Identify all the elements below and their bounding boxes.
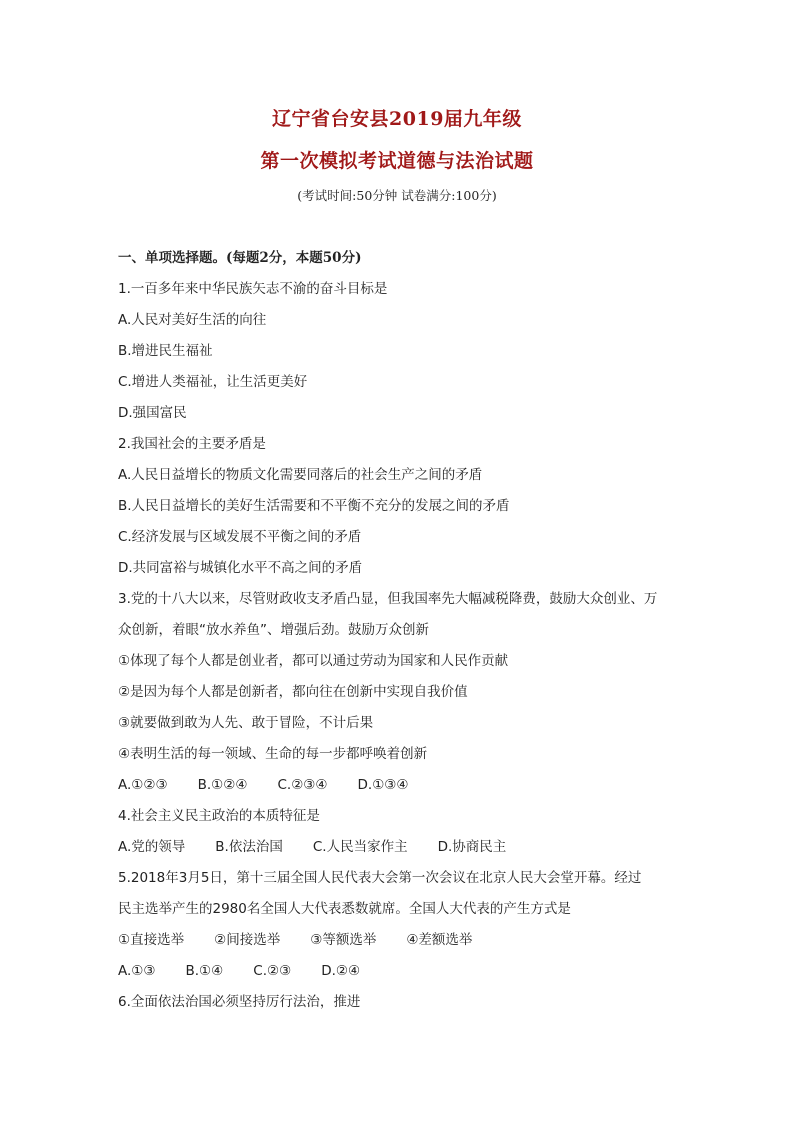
question-1-option-b: B.增进民生福祉 (118, 343, 213, 359)
question-3-statement-1: ①体现了每个人都是创业者，都可以通过劳动为国家和人民作贡献 (118, 653, 509, 669)
question-3-statement-3: ③就要做到敢为人先、敢于冒险，不计后果 (118, 715, 374, 731)
question-4-stem: 4.社会主义民主政治的本质特征是 (118, 808, 320, 824)
question-3-statement-4: ④表明生活的每一领域、生命的每一步都呼唤着创新 (118, 746, 428, 762)
exam-content (118, 243, 688, 1018)
question-5-statement-3: ③等额选举 (310, 932, 377, 948)
question-5-options (118, 956, 688, 987)
question-1-stem: 1.一百多年来中华民族矢志不渝的奋斗目标是 (118, 281, 388, 297)
question-3-option-d: D.①③④ (357, 777, 409, 793)
question-3-statement-2: ②是因为每个人都是创新者，都向往在创新中实现自我价值 (118, 684, 468, 700)
question-1-option-c: C.增进人类福祉，让生活更美好 (118, 374, 308, 390)
question-3-options (118, 770, 688, 801)
question-4-option-b: B.依法治国 (215, 839, 283, 855)
question-2-option-d: D.共同富裕与城镇化水平不高之间的矛盾 (118, 560, 363, 576)
question-3-option-a: A.①②③ (118, 777, 168, 793)
exam-title-line1: 辽宁省台安县2019届九年级 (272, 108, 522, 130)
exam-info: (考试时间:50分钟 试卷满分:100分) (297, 188, 497, 203)
question-2-option-b: B.人民日益增长的美好生活需要和不平衡不充分的发展之间的矛盾 (118, 498, 510, 514)
section-heading: 一、单项选择题。(每题2分，本题50分) (118, 250, 362, 266)
question-4-option-a: A.党的领导 (118, 839, 186, 855)
question-4-option-d: D.协商民主 (437, 839, 507, 855)
exam-title-line2: 第一次模拟考试道德与法治试题 (260, 150, 534, 172)
question-6-stem: 6.全面依法治国必须坚持厉行法治，推进 (118, 994, 361, 1010)
question-5-statements (118, 925, 688, 956)
question-5-statement-2: ②间接选举 (214, 932, 281, 948)
question-5-stem-line2: 民主选举产生的2980名全国人大代表悉数就席。全国人大代表的产生方式是 (118, 901, 571, 917)
question-3-stem-line1: 3.党的十八大以来，尽管财政收支矛盾凸显，但我国率先大幅减税降费，鼓励大众创业、万 (118, 591, 658, 607)
question-2-option-c: C.经济发展与区域发展不平衡之间的矛盾 (118, 529, 362, 545)
question-5-stem-line1: 5.2018年3月5日，第十三届全国人民代表大会第一次会议在北京人民大会堂开幕。经过 (118, 870, 642, 886)
question-3-option-b: B.①②④ (197, 777, 248, 793)
question-5-option-a: A.①③ (118, 963, 156, 979)
question-2-stem: 2.我国社会的主要矛盾是 (118, 436, 266, 452)
question-3-option-c: C.②③④ (277, 777, 328, 793)
question-1-option-d: D.强国富民 (118, 405, 187, 421)
question-5-option-b: B.①④ (185, 963, 224, 979)
question-5-option-d: D.②④ (321, 963, 361, 979)
question-5-statement-4: ④差额选举 (406, 932, 473, 948)
question-5-option-c: C.②③ (253, 963, 292, 979)
question-2-option-a: A.人民日益增长的物质文化需要同落后的社会生产之间的矛盾 (118, 467, 483, 483)
question-1-option-a: A.人民对美好生活的向往 (118, 312, 267, 328)
question-3-stem-line2: 众创新，着眼“放水养鱼”、增强后劲。鼓励万众创新 (118, 622, 429, 638)
question-4-option-c: C.人民当家作主 (312, 839, 408, 855)
question-5-statement-1: ①直接选举 (118, 932, 185, 948)
question-4-options (118, 832, 688, 863)
